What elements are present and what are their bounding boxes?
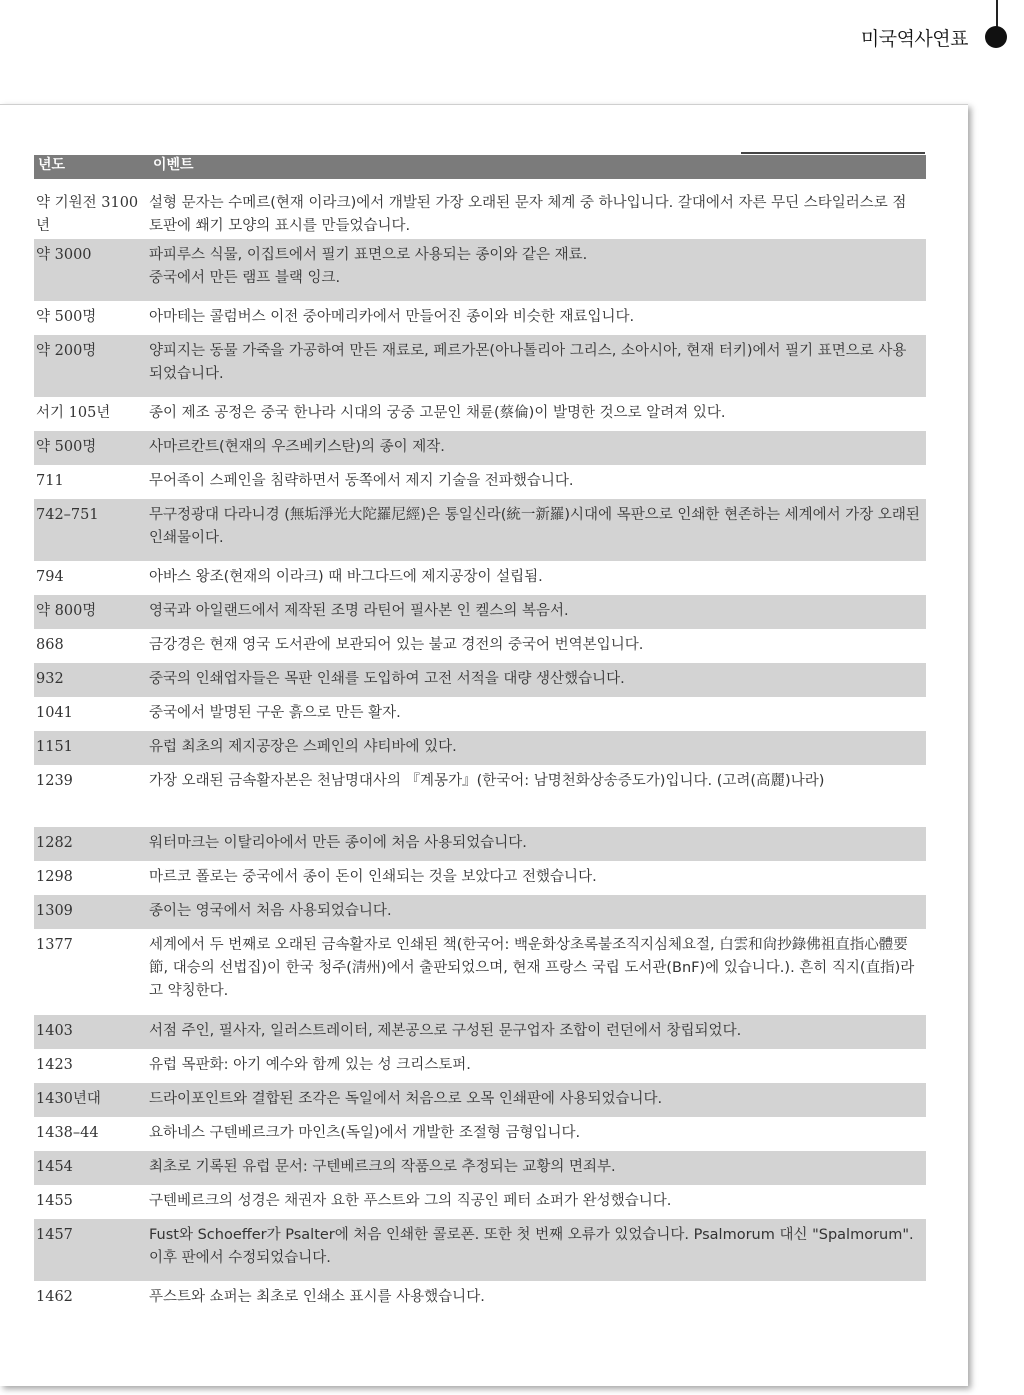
table-row xyxy=(34,929,926,1015)
row-year: 1454 xyxy=(36,1159,73,1175)
row-event: 마르코 폴로는 중국에서 종이 돈이 인쇄되는 것을 보았다고 전했습니다. xyxy=(149,869,597,885)
row-year: 서기 105년 xyxy=(36,405,111,421)
row-year: 약 3000 xyxy=(36,247,92,263)
row-event: 유럽 목판화: 아기 예수와 함께 있는 성 크리스토퍼. xyxy=(149,1057,471,1073)
table-row xyxy=(34,1117,926,1151)
row-year: 약 200명 xyxy=(36,343,97,359)
row-year: 1438–44 xyxy=(36,1125,99,1141)
row-year: 약 500명 xyxy=(36,309,97,325)
row-year: 약 800명 xyxy=(36,603,97,619)
row-event: Fust와 Schoeffer가 Psalter에 처음 인쇄한 콜로폰. 또한 첫 번째 오류가 있었습니다. Psalmorum 대신 "Spalmorum". 이후 판에서 수정되었습니다. xyxy=(149,1227,914,1266)
row-event: 최초로 기록된 유럽 문서: 구텐베르크의 작품으로 추정되는 교황의 면죄부. xyxy=(149,1159,616,1175)
table-row xyxy=(34,431,926,465)
table-row xyxy=(34,861,926,895)
row-event: 파피루스 식물, 이집트에서 필기 표면으로 사용되는 종이와 같은 재료. 중국에서 만든 램프 블랙 잉크. xyxy=(149,247,588,286)
row-event: 금강경은 현재 영국 도서관에 보관되어 있는 불교 경전의 중국어 번역본입니다. xyxy=(149,637,644,653)
row-year: 794 xyxy=(36,569,64,585)
table-row xyxy=(34,1015,926,1049)
top-right-rule xyxy=(741,152,925,154)
table-row xyxy=(34,1049,926,1083)
table-row xyxy=(34,499,926,561)
row-year: 742–751 xyxy=(36,507,99,523)
table-header xyxy=(34,155,926,179)
table-row xyxy=(34,1185,926,1219)
row-event: 세계에서 두 번째로 오래된 금속활자로 인쇄된 책(한국어: 백운화상초록불조직지심체요절, 白雲和尙抄錄佛祖直指心體要節, 대승의 선법집)이 한국 청주(淸州)에서 출판되었으며, 현재 프랑스 국립 도서관(BnF)에 있습니다.). 흔히 직지(直指)라고 약칭한다. xyxy=(149,937,915,999)
row-year: 1457 xyxy=(36,1227,73,1243)
row-event: 푸스트와 쇼퍼는 최초로 인쇄소 표시를 사용했습니다. xyxy=(149,1289,485,1305)
table-body xyxy=(34,187,926,1315)
row-event: 종이는 영국에서 처음 사용되었습니다. xyxy=(149,903,392,919)
row-event: 무구정광대 다라니경 (無垢淨光大陀羅尼經)은 통일신라(統一新羅)시대에 목판으로 인쇄한 현존하는 세계에서 가장 오래된 인쇄물이다. xyxy=(149,507,920,546)
row-year: 1377 xyxy=(36,937,73,953)
table-row xyxy=(34,595,926,629)
table-row xyxy=(34,1083,926,1117)
table-row xyxy=(34,765,926,827)
header-bullet-dot xyxy=(985,26,1007,48)
row-event: 요하네스 구텐베르크가 마인츠(독일)에서 개발한 조절형 금형입니다. xyxy=(149,1125,581,1141)
table-row xyxy=(34,187,926,239)
row-event: 유럽 최초의 제지공장은 스페인의 샤티바에 있다. xyxy=(149,739,457,755)
row-year: 1298 xyxy=(36,869,73,885)
timeline-table xyxy=(34,155,926,1315)
row-event: 아바스 왕조(현재의 이라크) 때 바그다드에 제지공장이 설립됨. xyxy=(149,569,543,585)
row-event: 서점 주인, 필사자, 일러스트레이터, 제본공으로 구성된 문구업자 조합이 런던에서 창립되었다. xyxy=(149,1023,742,1039)
row-event: 가장 오래된 금속활자본은 천남명대사의 『계몽가』(한국어: 남명천화상송증도가)입니다. (고려(高麗)나라) xyxy=(149,773,825,789)
row-year: 711 xyxy=(36,473,64,489)
table-row xyxy=(34,1281,926,1315)
row-year: 1309 xyxy=(36,903,73,919)
row-event: 무어족이 스페인을 침략하면서 동쪽에서 제지 기술을 전파했습니다. xyxy=(149,473,574,489)
table-row xyxy=(34,629,926,663)
row-event: 종이 제조 공정은 중국 한나라 시대의 궁중 고문인 채륜(蔡倫)이 발명한 것으로 알려져 있다. xyxy=(149,405,726,421)
row-event: 워터마크는 이탈리아에서 만든 종이에 처음 사용되었습니다. xyxy=(149,835,527,851)
row-year: 1403 xyxy=(36,1023,73,1039)
timeline-panel xyxy=(0,104,968,1386)
table-row xyxy=(34,697,926,731)
row-year: 1151 xyxy=(36,739,73,755)
row-year: 1455 xyxy=(36,1193,73,1209)
row-year: 1041 xyxy=(36,705,73,721)
column-header-event: 이벤트 xyxy=(153,157,194,173)
table-row xyxy=(34,827,926,861)
row-event: 양피지는 동물 가죽을 가공하여 만든 재료로, 페르가몬(아나톨리아 그리스, 소아시아, 현재 터키)에서 필기 표면으로 사용되었습니다. xyxy=(149,343,907,382)
row-event: 중국에서 발명된 구운 흙으로 만든 활자. xyxy=(149,705,401,721)
table-row xyxy=(34,1219,926,1281)
table-row xyxy=(34,663,926,697)
row-year: 1423 xyxy=(36,1057,73,1073)
table-row xyxy=(34,1151,926,1185)
row-year: 868 xyxy=(36,637,64,653)
table-row xyxy=(34,731,926,765)
row-year: 약 500명 xyxy=(36,439,97,455)
table-row xyxy=(34,239,926,301)
table-row xyxy=(34,335,926,397)
row-event: 구텐베르크의 성경은 채권자 요한 푸스트와 그의 직공인 페터 쇼퍼가 완성했습니다. xyxy=(149,1193,672,1209)
row-year: 932 xyxy=(36,671,64,687)
row-year: 1430년대 xyxy=(36,1091,101,1107)
row-event: 영국과 아일랜드에서 제작된 조명 라틴어 필사본 인 켈스의 복음서. xyxy=(149,603,569,619)
column-header-year: 년도 xyxy=(38,157,66,173)
row-event: 중국의 인쇄업자들은 목판 인쇄를 도입하여 고전 서적을 대량 생산했습니다. xyxy=(149,671,625,687)
row-event: 설형 문자는 수메르(현재 이라크)에서 개발된 가장 오래된 문자 체계 중 하나입니다. 갈대에서 자른 무딘 스타일러스로 점토판에 쐐기 모양의 표시를 만들었습니다. xyxy=(149,195,907,234)
row-year: 1239 xyxy=(36,773,73,789)
row-year: 1282 xyxy=(36,835,73,851)
row-event: 사마르칸트(현재의 우즈베키스탄)의 종이 제작. xyxy=(149,439,445,455)
table-row xyxy=(34,397,926,431)
page-header-title: 미국역사연표 xyxy=(860,28,968,50)
table-row xyxy=(34,301,926,335)
row-event: 드라이포인트와 결합된 조각은 독일에서 처음으로 오목 인쇄판에 사용되었습니다. xyxy=(149,1091,663,1107)
row-year: 약 기원전 3100년 xyxy=(36,195,139,234)
table-row xyxy=(34,895,926,929)
table-row xyxy=(34,465,926,499)
row-year: 1462 xyxy=(36,1289,73,1305)
row-event: 아마테는 콜럼버스 이전 중아메리카에서 만들어진 종이와 비슷한 재료입니다. xyxy=(149,309,635,325)
table-row xyxy=(34,561,926,595)
